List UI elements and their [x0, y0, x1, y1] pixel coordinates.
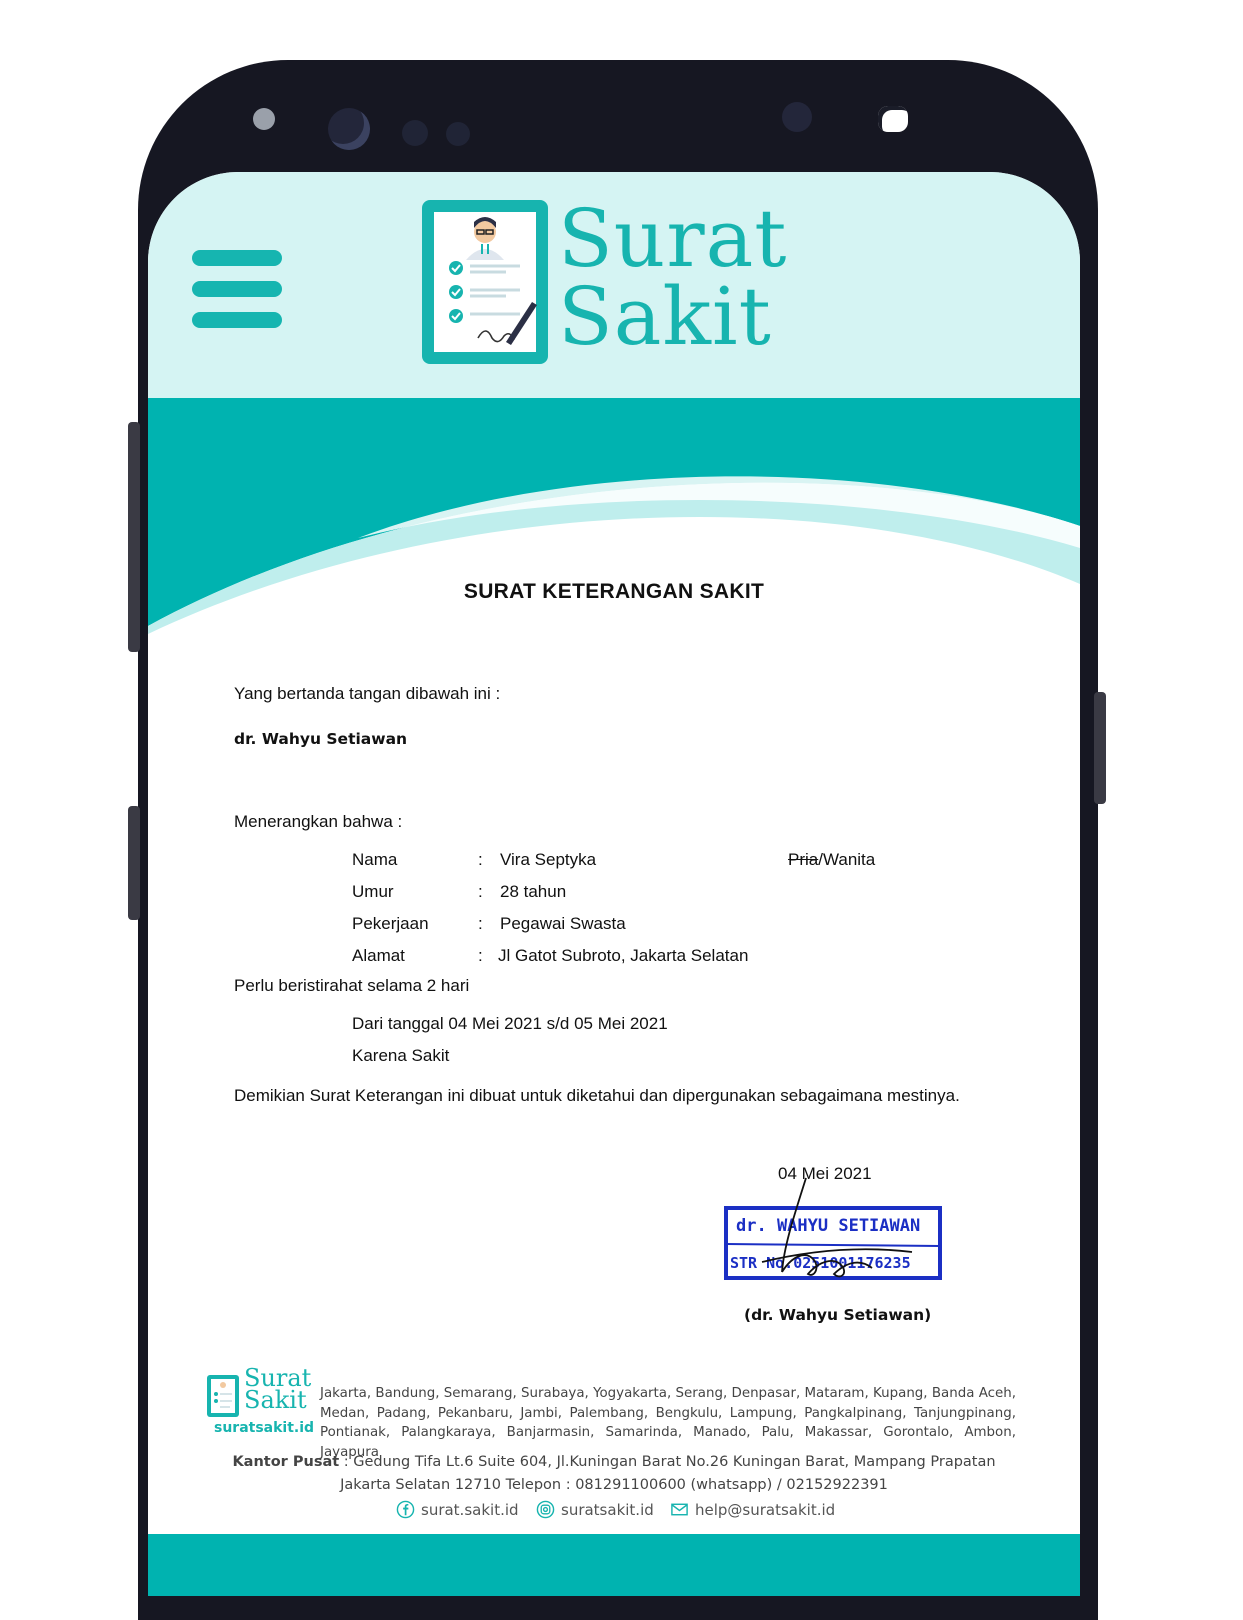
footer-logo[interactable] — [206, 1364, 316, 1448]
field-label-pekerjaan: Pekerjaan — [352, 914, 429, 933]
volume-up-button — [128, 422, 140, 652]
signature-name: (dr. Wahyu Setiawan) — [744, 1306, 932, 1324]
office-address-line1 — [148, 1454, 1080, 1470]
cities-line-3: Pontianak, Palangkaraya, Banjarmasin, Samarinda, Manado, Palu, Makassar, Gorontalo, Ambon, Jayapura — [320, 1425, 1016, 1460]
gender-option-wanita: /Wanita — [818, 850, 876, 869]
doctor-stamp — [722, 1202, 944, 1284]
sensor-icon — [253, 108, 275, 130]
cities-line-1: Jakarta, Bandung, Semarang, Surabaya, Yogyakarta, Serang, Denpasar, Mataram, Kupang, Banda Aceh, — [320, 1386, 1016, 1401]
logo-wordmark — [558, 192, 788, 363]
iris-led-icon — [878, 106, 908, 132]
email-address: help@suratsakit.id — [695, 1500, 836, 1519]
field-value-pekerjaan: Pegawai Swasta — [500, 914, 626, 933]
stamp-str-number: STR No.0251001176235 — [730, 1254, 911, 1272]
footer-site: suratsakit.id — [214, 1420, 315, 1436]
logo-line2: Sakit — [558, 270, 772, 363]
field-sep-nama: : — [478, 850, 483, 869]
footer-logo-line1: Surat — [244, 1364, 312, 1392]
office-address-line2: Jakarta Selatan 12710 Telepon : 081291100600 (whatsapp) / 02152922391 — [340, 1477, 888, 1493]
handwritten-signature-icon — [722, 1176, 944, 1286]
doctor-name: dr. Wahyu Setiawan — [234, 730, 408, 748]
field-value-alamat: Jl Gatot Subroto, Jakarta Selatan — [498, 946, 749, 965]
iris-camera-icon — [782, 102, 812, 132]
field-value-nama: Vira Septyka — [500, 850, 597, 869]
logo-line1: Surat — [558, 192, 788, 285]
document-title: SURAT KETERANGAN SAKIT — [463, 580, 765, 603]
facebook-handle: surat.sakit.id — [421, 1500, 519, 1519]
medical-clipboard-icon — [420, 196, 560, 372]
instagram-link[interactable] — [536, 1500, 654, 1519]
cities-line-2: Medan, Padang, Pekanbaru, Jambi, Palembang, Bengkulu, Lampung, Pangkalpinang, Tanjungpinang, — [320, 1405, 1016, 1421]
sign-date: 04 Mei 2021 — [778, 1164, 872, 1183]
email-link[interactable] — [670, 1500, 835, 1519]
hamburger-menu-icon[interactable] — [192, 250, 282, 328]
intro-text: Yang bertanda tangan dibawah ini : — [234, 684, 501, 703]
field-label-umur: Umur — [352, 882, 394, 901]
stamp-name: dr. WAHYU SETIAWAN — [736, 1216, 921, 1236]
rest-duration-text: Perlu beristirahat selama 2 hari — [234, 976, 470, 995]
app-header — [148, 172, 1080, 398]
power-button — [1094, 692, 1106, 804]
closing-text: Demikian Surat Keterangan ini dibuat untuk diketahui dan dipergunakan sebagaimana mestinya. — [234, 1086, 960, 1105]
instagram-handle: suratsakit.id — [561, 1500, 654, 1519]
statement-text: Menerangkan bahwa : — [234, 812, 403, 831]
facebook-link[interactable] — [396, 1500, 519, 1519]
field-sep-pekerjaan: : — [478, 914, 483, 933]
field-value-umur: 28 tahun — [500, 882, 567, 901]
office-address: : Gedung Tifa Lt.6 Suite 604, Jl.Kuningan Barat No.26 Kuningan Barat, Mampang Prapatan — [343, 1454, 996, 1470]
light-sensor-icon — [446, 122, 470, 146]
volume-down-button — [128, 806, 140, 920]
field-label-alamat: Alamat — [352, 946, 405, 965]
gender-option-pria: Pria — [788, 850, 819, 869]
front-camera-icon — [328, 108, 370, 150]
footer-clipboard-icon — [206, 1374, 242, 1420]
facebook-icon — [396, 1500, 415, 1519]
brand-logo[interactable] — [420, 192, 820, 372]
field-sep-alamat: : — [478, 946, 483, 965]
footer-bar — [148, 1534, 1080, 1596]
gender-field — [788, 850, 875, 870]
field-label-nama: Nama — [352, 850, 398, 869]
field-sep-umur: : — [478, 882, 483, 901]
proximity-sensor-icon — [402, 120, 428, 146]
email-icon — [670, 1500, 689, 1519]
instagram-icon — [536, 1500, 555, 1519]
office-label: Kantor Pusat — [232, 1454, 340, 1470]
app-screen — [148, 172, 1080, 1596]
reason-text: Karena Sakit — [352, 1046, 450, 1065]
date-range-text: Dari tanggal 04 Mei 2021 s/d 05 Mei 2021 — [352, 1014, 668, 1033]
footer-cities — [320, 1384, 1016, 1462]
footer-logo-line2: Sakit — [244, 1386, 307, 1414]
